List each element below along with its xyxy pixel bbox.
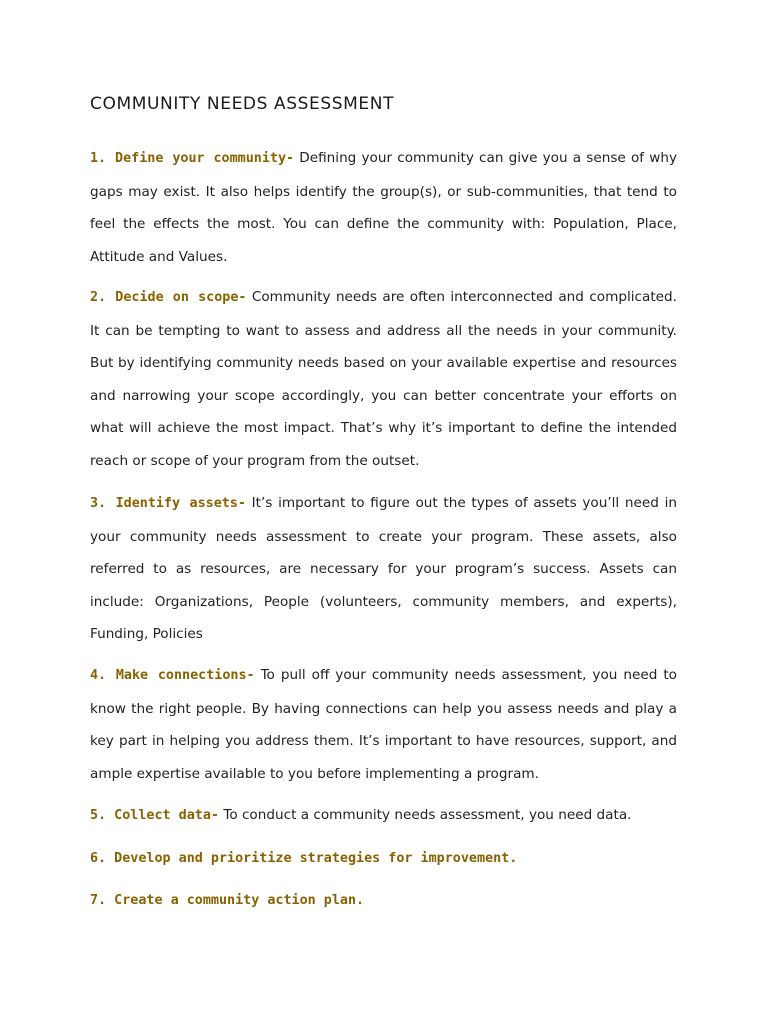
- list-item-action-plan: [90, 884, 677, 918]
- item-heading: 7. Create a community action plan.: [90, 893, 365, 908]
- list-item-collect-data: [90, 799, 677, 833]
- list-item-make-connections: [90, 659, 677, 790]
- item-heading: 5. Collect data-: [90, 808, 219, 823]
- item-heading: 3. Identify assets-: [90, 496, 246, 511]
- item-heading: 2. Decide on scope-: [90, 290, 247, 305]
- list-item-identify-assets: [90, 487, 677, 651]
- item-body: It’s important to figure out the types of assets you’ll need in your community needs assessment to create your program. These assets, also referred to as resources, are necessary for your program’s success. Assets can include: Organizations, People (volunteers, community members, and experts), Funding, Policies: [90, 495, 677, 642]
- item-body: Defining your community can give you a sense of why gaps may exist. It also helps identify the group(s), or sub-communities, that tend to feel the effects the most. You can define the community with: Population, Place, Attitude and Values.: [90, 150, 677, 265]
- list-item-decide-scope: [90, 281, 677, 477]
- item-body: To conduct a community needs assessment, you need data.: [219, 807, 632, 823]
- list-item-develop-strategies: [90, 842, 677, 876]
- item-heading: 4. Make connections-: [90, 668, 255, 683]
- item-body: To pull off your community needs assessment, you need to know the right people. By having connections can help you assess needs and play a key part in helping you address them. It’s important to have resources, support, and ample expertise available to you before implementing a program.: [90, 667, 677, 782]
- item-heading: 1. Define your community-: [90, 151, 295, 166]
- document-title: COMMUNITY NEEDS ASSESSMENT: [90, 94, 395, 114]
- item-body: Community needs are often interconnected and complicated. It can be tempting to want to assess and address all the needs in your community. But by identifying community needs based on your available expertise and resources and narrowing your scope accordingly, you can better concentrate your efforts on what will achieve the most impact. That’s why it’s important to define the intended reach or scope of your program from the outset.: [90, 289, 677, 469]
- item-heading: 6. Develop and prioritize strategies for improvement.: [90, 851, 518, 866]
- list-item-define-community: [90, 142, 677, 273]
